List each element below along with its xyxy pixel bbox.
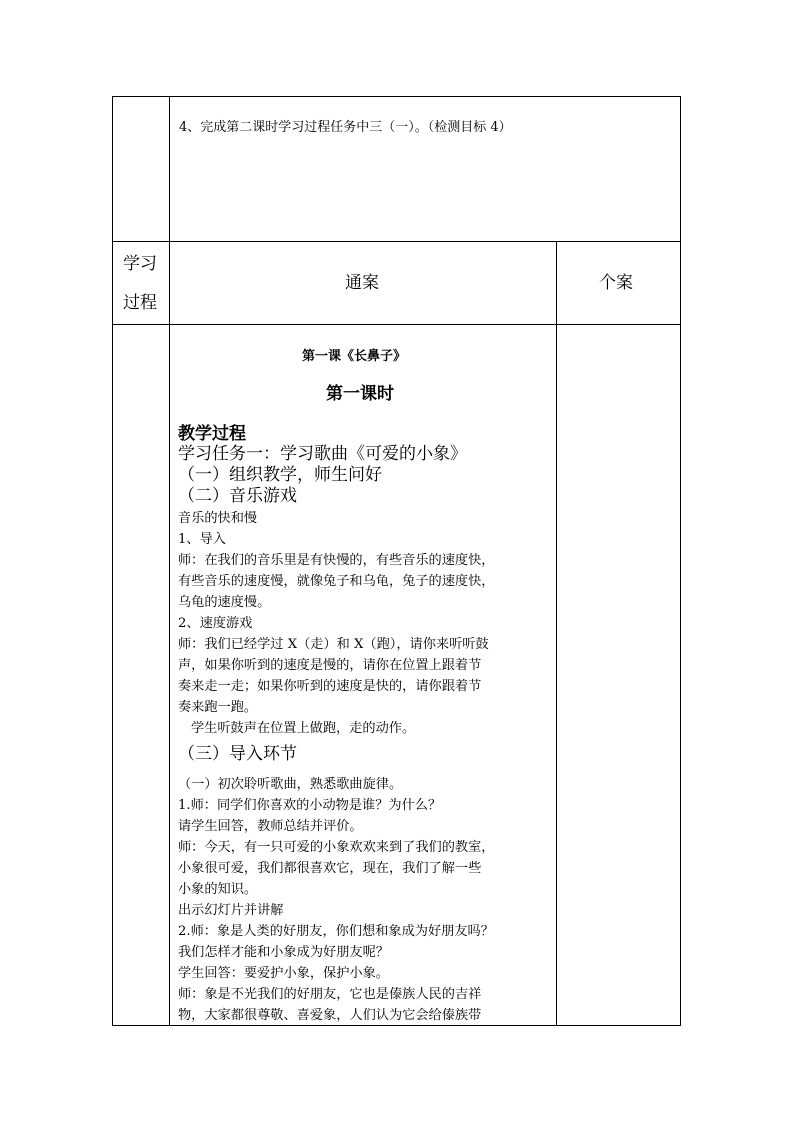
question-2-line-2: 我们怎样才能和小象成为好朋友呢？ [178, 945, 389, 960]
paragraph-2-line-5: 学生听鼓声在位置上做跑，走的动作。 [191, 721, 416, 736]
question-1-answer: 请学生回答，教师总结并评价。 [178, 819, 363, 834]
section-heading: 教学过程 [178, 424, 246, 444]
question-2-line-1: 2.师：象是人类的好朋友，你们想和象成为好朋友吗？ [178, 924, 494, 939]
paragraph-2-line-3: 奏来走一走；如果你听到的速度是快的，请你跟着节 [178, 679, 482, 694]
step-3-sub: （一）初次聆听歌曲，熟悉歌曲旋律。 [178, 777, 403, 792]
paragraph-4-line-1: 师：象是不光我们的好朋友，它也是傣族人民的吉祥 [178, 987, 482, 1002]
slides-note: 出示幻灯片并讲解 [178, 903, 284, 918]
table-col-divider-2 [556, 241, 557, 1026]
table-row-divider-2 [112, 324, 681, 325]
body-block-1 [178, 508, 550, 739]
table-border-left [112, 96, 113, 1026]
header-col1-line2: 过程 [123, 293, 157, 313]
paragraph-2-line-1: 师：我们已经学过 X（走）和 X（跑），请你来听听鼓 [178, 637, 489, 652]
table-row-divider-1 [112, 241, 681, 242]
task-heading: 学习任务一：学习歌曲《可爱的小象》 [178, 444, 467, 464]
paragraph-2-line-2: 声，如果你听到的速度是慢的，请你在位置上跟着节 [178, 658, 482, 673]
paragraph-3-line-3: 小象的知识。 [178, 882, 258, 897]
body-block-2 [178, 774, 550, 1026]
step-2: （二）音乐游戏 [178, 486, 297, 506]
sub-heading-1: 1、导入 [178, 532, 226, 547]
question-1: 1.师：同学们你喜欢的小动物是谁？为什么？ [178, 798, 442, 813]
paragraph-3-line-1: 师：今天，有一只可爱的小象欢欢来到了我们的教室， [178, 840, 495, 855]
period-title: 第一课时 [326, 384, 394, 404]
paragraph-1-line-3: 乌龟的速度慢。 [178, 595, 271, 610]
task-line: 4、完成第二课时学习过程任务中三（一）。（检测目标 4） [179, 120, 512, 135]
question-2-answer: 学生回答：要爱护小象，保护小象。 [178, 966, 389, 981]
header-col2: 通案 [345, 273, 379, 293]
header-col3: 个案 [599, 273, 633, 293]
lesson-title: 第一课《长鼻子》 [302, 349, 407, 364]
sub-heading-2: 2、速度游戏 [178, 616, 253, 631]
paragraph-2-line-4: 奏来跑一跑。 [178, 700, 258, 715]
table-col-divider-1 [169, 96, 170, 1026]
paragraph-3-line-2: 小象很可爱，我们都很喜欢它，现在，我们了解一些 [178, 861, 482, 876]
step-1: （一）组织教学，师生问好 [178, 465, 382, 485]
table-border-top [112, 96, 681, 97]
header-col1-line1: 学习 [123, 254, 157, 274]
paragraph-1-line-2: 有些音乐的速度慢，就像兔子和乌龟，兔子的速度快， [178, 574, 495, 589]
paragraph-1-line-1: 师：在我们的音乐里是有快慢的，有些音乐的速度快， [178, 553, 495, 568]
game-name: 音乐的快和慢 [178, 511, 258, 526]
step-3: （三）导入环节 [178, 744, 297, 764]
table-border-right [680, 96, 681, 1026]
paragraph-4-line-2: 物，大家都很尊敬、喜爱象，人们认为它会给傣族带 [178, 1008, 482, 1023]
